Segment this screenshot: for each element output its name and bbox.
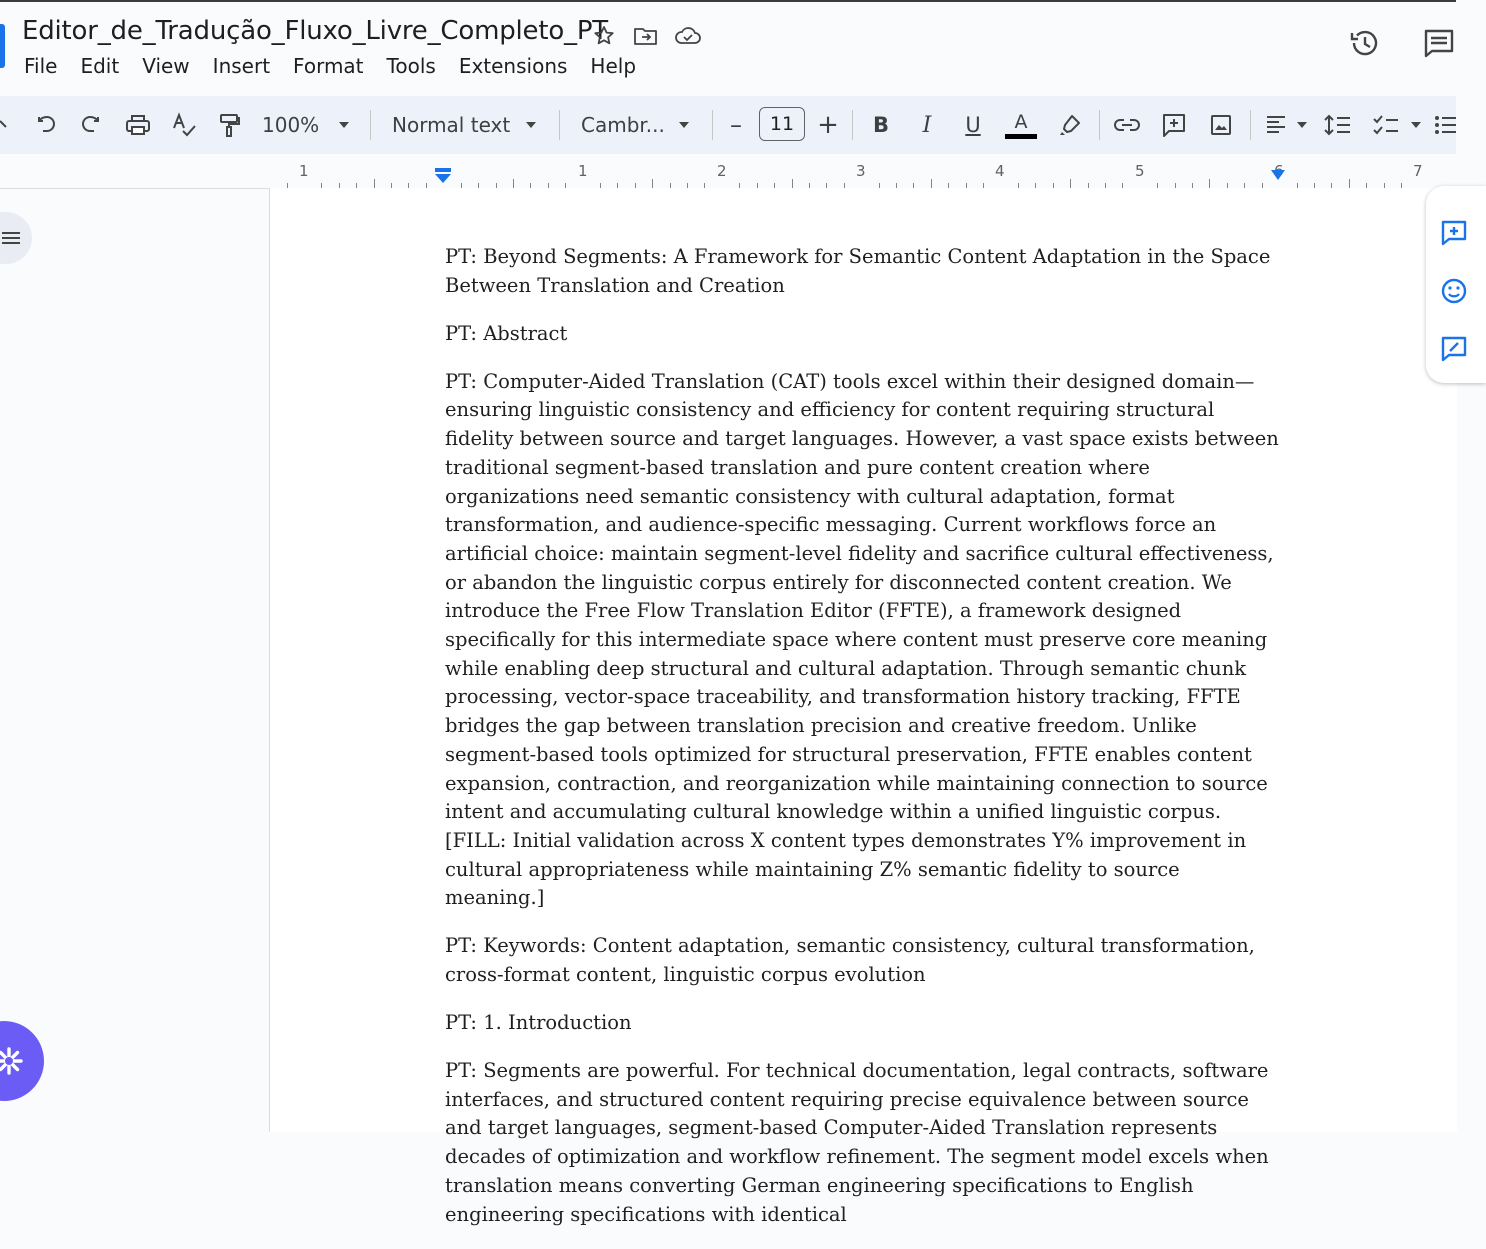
italic-button[interactable]: I <box>922 112 932 138</box>
add-comment-icon[interactable] <box>1440 219 1468 247</box>
keywords-paragraph: PT: Keywords: Content adaptation, semantic consistency, cultural transformation, cross-format content, linguistic corpus evolution <box>445 934 1255 987</box>
document-outline-icon <box>2 231 20 245</box>
paper-title: PT: Beyond Segments: A Framework for Semantic Content Adaptation in the Space Between Translation and Creation <box>445 245 1271 297</box>
bold-button[interactable]: B <box>872 113 889 137</box>
abstract-heading: PT: Abstract <box>445 321 568 345</box>
ruler-label: 7 <box>1413 162 1423 180</box>
introduction-paragraph: PT: Segments are powerful. For technical documentation, legal contracts, software interfaces, and structured content requiring precise equivalence between source and target languages, segment-based Computer-Aided Translation represents decades of optimization and workflow refinement. The segment model excels when translation means converting German engineering specifications to English engineering specifications with identical <box>445 1059 1269 1226</box>
document-title[interactable]: Editor_de_Tradução_Fluxo_Livre_Completo_PT <box>22 16 608 46</box>
menu-tools[interactable]: Tools <box>386 54 436 78</box>
ruler-label: 1 <box>578 162 588 180</box>
menu-edit[interactable]: Edit <box>80 54 120 78</box>
ruler-label: 3 <box>856 162 866 180</box>
menu-view[interactable]: View <box>142 54 190 78</box>
text-color-letter: A <box>1014 110 1028 133</box>
menu-insert[interactable]: Insert <box>212 54 271 78</box>
ruler-label: 5 <box>1135 162 1145 180</box>
suggest-edits-icon[interactable] <box>1440 335 1468 363</box>
emoji-reaction-icon[interactable] <box>1440 277 1468 305</box>
zoom-select[interactable]: 100% <box>262 113 320 137</box>
gemini-sparkle-icon <box>0 1046 24 1076</box>
font-family-select[interactable]: Cambr... <box>581 113 665 137</box>
ruler-label: 2 <box>717 162 727 180</box>
menu-extensions[interactable]: Extensions <box>458 54 568 78</box>
floating-side-panel <box>1426 186 1486 383</box>
increase-font-size-button[interactable]: + <box>817 110 839 140</box>
menu-format[interactable]: Format <box>293 54 364 78</box>
ruler-label: 1 <box>299 162 309 180</box>
font-size-input[interactable]: 11 <box>759 107 805 141</box>
underline-button[interactable]: U <box>965 113 981 137</box>
document-body[interactable] <box>445 243 1285 1249</box>
decrease-font-size-button[interactable]: – <box>730 111 742 139</box>
menu-help[interactable]: Help <box>590 54 637 78</box>
paragraph-style-select[interactable]: Normal text <box>392 113 511 137</box>
introduction-heading: PT: 1. Introduction <box>445 1011 632 1035</box>
abstract-paragraph: PT: Computer-Aided Translation (CAT) tools excel within their designed domain—ensuring linguistic consistency and efficiency for content requiring structural fidelity between source and target languages. However, a vast space exists between traditional segment-based translation and pure content creation where organizations need semantic consistency with cultural adaptation, format transformation, and audience-specific messaging. Current workflows force an artificial choice: maintain segment-level fidelity and sacrifice cultural effectiveness, or abandon the linguistic corpus entirely for disconnected content creation. We introduce the Free Flow Translation Editor (FFTE), a framework designed specifically for this intermediate space where content must preserve core meaning while enabling deep structural and cultural adaptation. Through semantic chunk processing, vector-space traceability, and transformation history tracking, FFTE bridges the gap between translation precision and creative freedom. Unlike segment-based tools optimized for structural preservation, FFTE enables content expansion, contraction, and reorganization while maintaining connection to source intent and accumulating cultural knowledge within a unified linguistic corpus. [FILL: Initial validation across X content types demonstrates Y% improvement in cultural appropriateness while maintaining Z% semantic fidelity to source meaning.] <box>445 369 1279 910</box>
ruler-label: 4 <box>995 162 1005 180</box>
menu-file[interactable]: File <box>24 54 58 78</box>
